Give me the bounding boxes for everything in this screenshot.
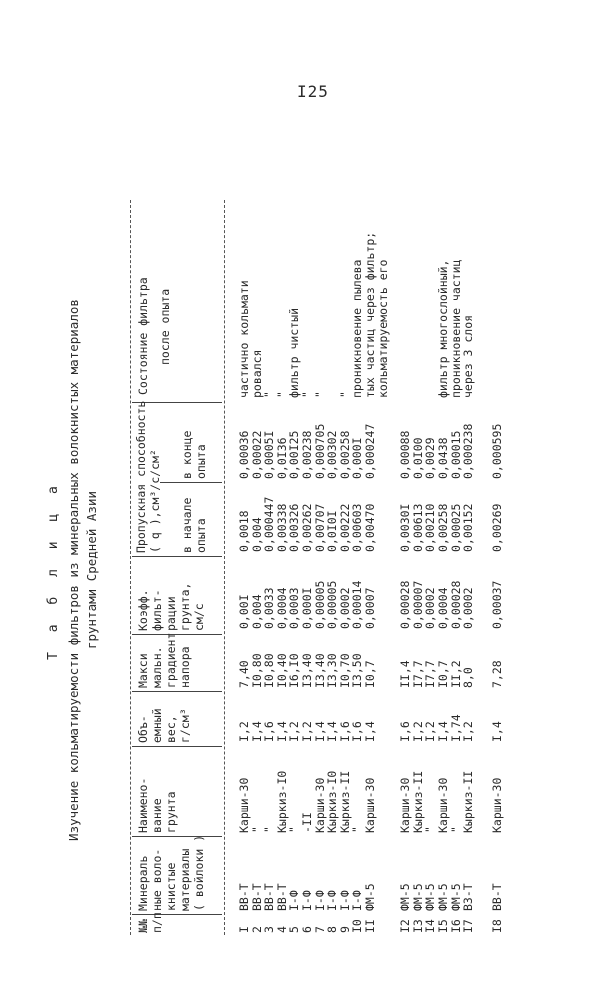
cell-perm-start: 0,00222 (337, 503, 352, 552)
cell-volume: I,6 (262, 721, 277, 742)
cell-volume: I,6 (337, 721, 352, 742)
header-soil: Наимено- вание грунта (136, 777, 178, 833)
cell-coef: 0,0004 (274, 587, 289, 629)
cell-perm-end: 0,00258 (337, 430, 352, 479)
cell-perm-end: 0,00238 (300, 430, 314, 479)
cell-soil: " (249, 826, 264, 833)
table-row (326, 200, 338, 935)
cell-coef: 0,0004 (436, 587, 450, 629)
cell-material: ФМ-5 (398, 883, 413, 911)
cell-no: 4 (274, 926, 289, 933)
cell-no: II (363, 919, 377, 933)
header-number: №№ п/п (136, 912, 164, 933)
cell-coef: 0,0002 (423, 587, 438, 629)
cell-perm-start: 0,00152 (461, 503, 476, 552)
cell-coef: 0,0002 (461, 587, 476, 629)
cell-perm-start: 0,0030I (398, 503, 413, 552)
cell-state: " (262, 391, 277, 398)
cell-perm-start: 0,00707 (312, 503, 327, 552)
cell-soil: -II (300, 812, 314, 833)
cell-perm-end: 0,000247 (363, 423, 377, 479)
cell-perm-end: 0,00I25 (287, 430, 302, 479)
cell-material: I-Ф (312, 890, 327, 911)
cell-soil: Карши-30 (237, 777, 251, 833)
cell-perm-end: 0,000238 (461, 423, 476, 479)
page-number: I25 (297, 82, 329, 101)
header-material: Минераль ные воло- книстые материалы ( войлоки ) (136, 834, 206, 911)
header-filtration-coef: Коэфф. фильт- рации грунта, см/с (136, 582, 206, 631)
cell-no: I (237, 926, 251, 933)
cell-state: частично кольмати (237, 280, 251, 398)
cell-gradient: I7,7 (410, 660, 425, 688)
cell-soil: " (448, 826, 463, 833)
cell-material: ФМ-5 (423, 883, 438, 911)
table-row (377, 200, 389, 935)
cell-no: I5 (436, 919, 450, 933)
header-filter-state-sub: после опыта (158, 288, 172, 365)
cell-perm-start: 0,00262 (300, 503, 314, 552)
cell-gradient: I0,7 (363, 660, 377, 688)
cell-gradient: 7,40 (237, 660, 251, 688)
cell-perm-start: 0,000447 (262, 496, 277, 552)
table-row (450, 200, 462, 935)
cell-perm-start: 0,00338 (274, 503, 289, 552)
table-row (399, 200, 411, 935)
cell-no: I4 (423, 919, 438, 933)
cell-state: фильтр чистый (287, 307, 302, 398)
cell-volume: I,2 (461, 721, 476, 742)
table-row (424, 200, 436, 935)
table-row (263, 200, 275, 935)
cell-perm-start: 0,004 (249, 517, 264, 552)
cell-material: I-Ф (325, 890, 340, 911)
cell-coef: 0,0033 (262, 587, 277, 629)
cell-gradient: II,4 (398, 660, 413, 688)
cell-perm-end: 0,0029 (423, 437, 438, 479)
column-divider (132, 556, 222, 557)
cell-material: I-Ф (300, 890, 314, 911)
cell-soil: Кыркиз-I0 (325, 770, 340, 833)
table-row (412, 200, 424, 935)
cell-coef: 0,000I (300, 587, 314, 629)
cell-soil: Карши-30 (363, 777, 377, 833)
cell-no: 9 (337, 926, 352, 933)
cell-coef: 0,00005 (325, 580, 340, 629)
cell-volume: I,4 (436, 721, 450, 742)
cell-perm-end: 0,0005I (262, 430, 277, 479)
cell-volume: I,6 (398, 721, 413, 742)
cell-material: ФМ-5 (448, 883, 463, 911)
cell-gradient: I3,40 (312, 653, 327, 688)
cell-no: 7 (312, 926, 327, 933)
cell-coef: 0,0003 (287, 587, 302, 629)
header-permeability-end: в конце опыта (180, 430, 208, 479)
table-label: Т а б л и ц а (46, 480, 61, 660)
cell-perm-start: 0,00603 (350, 503, 365, 552)
cell-gradient: I3,30 (325, 653, 340, 688)
column-divider (132, 691, 222, 692)
cell-perm-start: 0,00613 (410, 503, 425, 552)
table-row (251, 200, 263, 935)
cell-state: " (274, 391, 289, 398)
table-row (364, 200, 376, 935)
table-row (288, 200, 300, 935)
cell-perm-start: 0,00025 (448, 503, 463, 552)
cell-gradient: I3,40 (300, 653, 314, 688)
cell-volume: I,2 (423, 721, 438, 742)
cell-volume: I,74 (448, 714, 463, 742)
cell-volume: I,6 (350, 721, 365, 742)
column-divider (132, 746, 222, 747)
cell-perm-end: 0,000595 (489, 423, 504, 479)
cell-volume: I,4 (489, 721, 504, 742)
cell-soil: Карши-30 (312, 777, 327, 833)
cell-state: " (300, 391, 314, 398)
cell-no: 3 (262, 926, 277, 933)
cell-volume: I,2 (237, 721, 251, 742)
cell-material: ВВ-Т (489, 883, 504, 911)
cell-coef: 0,00005 (312, 580, 327, 629)
table-row (301, 200, 313, 935)
cell-soil: Кыркиз-II (410, 770, 425, 833)
cell-state: проникновение частиц (448, 259, 463, 398)
table-row (238, 200, 250, 935)
cell-perm-end: 0,000705 (312, 423, 327, 479)
cell-perm-start: 0,00210 (423, 503, 438, 552)
table-row (351, 200, 363, 935)
cell-perm-end: 0,0I36 (274, 437, 289, 479)
cell-coef: 0,00014 (350, 580, 365, 629)
cell-coef: 0,00028 (448, 580, 463, 629)
cell-gradient: 8,0 (461, 667, 476, 688)
cell-no: I6 (448, 919, 463, 933)
cell-perm-start: 0,0018 (237, 510, 251, 552)
cell-soil: " (262, 826, 277, 833)
cell-soil: Карши-30 (489, 777, 504, 833)
cell-gradient: I0,80 (262, 653, 277, 688)
cell-perm-start: 0,00326 (287, 503, 302, 552)
table-row (339, 200, 351, 935)
cell-state: фильтр многослойный, (436, 259, 450, 398)
cell-volume: I,4 (325, 721, 340, 742)
cell-gradient: I6,I0 (287, 653, 302, 688)
cell-gradient: I0,70 (337, 653, 352, 688)
cell-state: " (337, 391, 352, 398)
cell-volume: I,2 (410, 721, 425, 742)
cell-state: тых частиц через фильтр; (363, 231, 377, 398)
cell-gradient: 7,28 (489, 660, 504, 688)
cell-volume: I,4 (274, 721, 289, 742)
cell-material: I-Ф (337, 890, 352, 911)
cell-state: проникновение пылева (350, 259, 365, 398)
cell-no: I3 (410, 919, 425, 933)
header-filter-state: Состояние фильтра (136, 277, 150, 395)
cell-soil: " (423, 826, 438, 833)
cell-coef: 0,0007 (363, 587, 377, 629)
cell-perm-end: 0,0438 (436, 437, 450, 479)
header-volume-weight: Объ- емный вес, г/см³ (136, 708, 192, 743)
cell-soil: Кыркиз-I0 (274, 770, 289, 833)
cell-soil: " (350, 826, 365, 833)
cell-state: через 3 слоя (461, 314, 476, 398)
cell-gradient: I3,50 (350, 653, 365, 688)
cell-gradient: I0,80 (249, 653, 264, 688)
cell-material: ВВ-Т (274, 883, 289, 911)
header-top-rule (130, 200, 131, 935)
cell-material: ФМ-5 (363, 883, 377, 911)
table-row (462, 200, 474, 935)
cell-volume: I,4 (312, 721, 327, 742)
table-row (491, 200, 503, 935)
cell-perm-end: 0,00088 (398, 430, 413, 479)
cell-volume: I,2 (300, 721, 314, 742)
cell-no: I0 (350, 919, 365, 933)
column-divider (160, 482, 222, 483)
cell-gradient: I0,7 (436, 660, 450, 688)
header-permeability-group: Пропускная способность ( q ),см³/с/см² (134, 400, 162, 553)
cell-perm-end: 0,000I (350, 437, 365, 479)
cell-soil: Карши-30 (436, 777, 450, 833)
cell-perm-start: 0,00470 (363, 503, 377, 552)
cell-volume: I,4 (249, 721, 264, 742)
header-bottom-rule (224, 200, 225, 935)
cell-soil: Кыркиз-II (461, 770, 476, 833)
cell-perm-end: 0,00302 (325, 430, 340, 479)
cell-no: 8 (325, 926, 340, 933)
table-row (314, 200, 326, 935)
header-gradient: Макси мальн. градиент напора (136, 632, 192, 688)
table-title-line1: Изучение кольматируемости фильтров из минеральных волокнистых материалов (66, 299, 81, 841)
cell-gradient: I7,7 (423, 660, 438, 688)
cell-coef: 0,00028 (398, 580, 413, 629)
cell-gradient: I0,40 (274, 653, 289, 688)
cell-soil: Карши-30 (398, 777, 413, 833)
cell-material: ВВ-Т (262, 883, 277, 911)
cell-state: ровался (249, 349, 264, 398)
cell-no: 2 (249, 926, 264, 933)
cell-no: 6 (300, 926, 314, 933)
cell-soil: " (287, 826, 302, 833)
rotated-table-block (40, 205, 560, 935)
cell-perm-start: 0,00258 (436, 503, 450, 552)
table-row (437, 200, 449, 935)
cell-material: ФМ-5 (436, 883, 450, 911)
cell-perm-end: 0,00015 (448, 430, 463, 479)
cell-material: I-Ф (287, 890, 302, 911)
cell-material: I-Ф (350, 890, 365, 911)
cell-perm-end: 0,00022 (249, 430, 264, 479)
cell-perm-end: 0,00036 (237, 430, 251, 479)
table-row (276, 200, 288, 935)
cell-material: ВВ-Т (237, 883, 251, 911)
cell-no: I7 (461, 919, 476, 933)
cell-state: " (312, 391, 327, 398)
cell-gradient: II,2 (448, 660, 463, 688)
cell-perm-end: 0,0I00 (410, 437, 425, 479)
cell-material: ВВ-Т (249, 883, 264, 911)
cell-soil: Кыркиз-II (337, 770, 352, 833)
cell-perm-start: 0,0I0I (325, 510, 340, 552)
cell-volume: I,4 (363, 721, 377, 742)
cell-volume: I,2 (287, 721, 302, 742)
cell-coef: 0,00037 (489, 580, 504, 629)
cell-material: ВЗ-Т (461, 883, 476, 911)
cell-material: ФМ-5 (410, 883, 425, 911)
cell-no: 5 (287, 926, 302, 933)
cell-coef: 0,00I (237, 594, 251, 629)
cell-coef: 0,0002 (337, 587, 352, 629)
header-permeability-start: в начале опыта (180, 497, 208, 553)
cell-no: I2 (398, 919, 413, 933)
table-title-line2: грунтами Средней Азии (84, 490, 99, 650)
cell-state: кольматируемость его (375, 259, 390, 398)
cell-coef: 0,004 (249, 594, 264, 629)
cell-coef: 0,00007 (410, 580, 425, 629)
cell-no: I8 (489, 919, 504, 933)
cell-perm-start: 0,00269 (489, 503, 504, 552)
